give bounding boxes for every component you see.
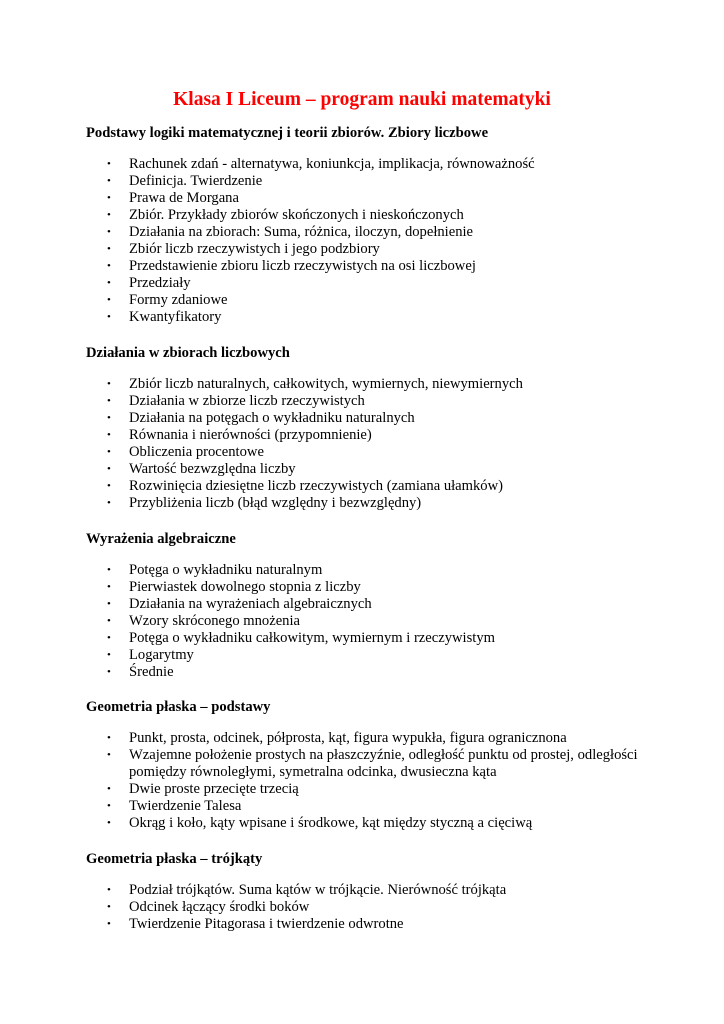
bullet-icon: • bbox=[107, 884, 111, 896]
bullet-icon: • bbox=[107, 632, 111, 644]
section-heading: Geometria płaska – podstawy bbox=[86, 699, 271, 715]
bullet-icon: • bbox=[107, 429, 111, 441]
list-item-text: Dwie proste przecięte trzecią bbox=[129, 781, 299, 797]
bullet-icon: • bbox=[107, 564, 111, 576]
list-item-text: Działania na potęgach o wykładniku naturalnych bbox=[129, 410, 415, 426]
list-item-text: Zbiór. Przykłady zbiorów skończonych i nieskończonych bbox=[129, 207, 464, 223]
list-item-text: Rachunek zdań - alternatywa, koniunkcja, implikacja, równoważność bbox=[129, 156, 535, 172]
list-item bbox=[86, 916, 646, 933]
list-item bbox=[86, 410, 646, 427]
section-plane-geometry-basics bbox=[86, 698, 646, 832]
list-item bbox=[86, 747, 646, 781]
list-item bbox=[86, 495, 646, 512]
list-item bbox=[86, 562, 646, 579]
list-item-text: Wzajemne położenie prostych na płaszczyźnie, odległość punktu od prostej, odległości pomiędzy równoległymi, symetralna odcinka, dwusieczna kąta bbox=[129, 747, 638, 780]
list-item bbox=[86, 393, 646, 410]
bullet-icon: • bbox=[107, 783, 111, 795]
section-item-list bbox=[86, 562, 646, 681]
bullet-icon: • bbox=[107, 732, 111, 744]
list-item-text: Przybliżenia liczb (błąd względny i bezwzględny) bbox=[129, 495, 422, 511]
list-item bbox=[86, 224, 646, 241]
bullet-icon: • bbox=[107, 192, 111, 204]
bullet-icon: • bbox=[107, 480, 111, 492]
bullet-icon: • bbox=[107, 800, 111, 812]
bullet-icon: • bbox=[107, 581, 111, 593]
section-heading: Geometria płaska – trójkąty bbox=[86, 851, 263, 867]
list-item bbox=[86, 156, 646, 173]
section-heading: Wyrażenia algebraiczne bbox=[86, 531, 236, 547]
list-item bbox=[86, 173, 646, 190]
list-item bbox=[86, 730, 646, 747]
bullet-icon: • bbox=[107, 209, 111, 221]
section-item-list bbox=[86, 376, 646, 512]
bullet-icon: • bbox=[107, 243, 111, 255]
list-item bbox=[86, 579, 646, 596]
list-item bbox=[86, 798, 646, 815]
list-item bbox=[86, 190, 646, 207]
list-item-text: Przedziały bbox=[129, 275, 191, 291]
bullet-icon: • bbox=[107, 901, 111, 913]
list-item-text: Okrąg i koło, kąty wpisane i środkowe, kąt między styczną a cięciwą bbox=[129, 815, 533, 831]
list-item-text: Twierdzenie Pitagorasa i twierdzenie odwrotne bbox=[129, 916, 404, 932]
list-item bbox=[86, 781, 646, 798]
list-item bbox=[86, 309, 646, 326]
section-heading: Działania w zbiorach liczbowych bbox=[86, 345, 290, 361]
list-item bbox=[86, 461, 646, 478]
list-item-text: Twierdzenie Talesa bbox=[129, 798, 242, 814]
list-item bbox=[86, 882, 646, 899]
list-item-text: Definicja. Twierdzenie bbox=[129, 173, 263, 189]
list-item bbox=[86, 613, 646, 630]
section-algebraic-expressions bbox=[86, 530, 646, 681]
list-item-text: Zbiór liczb rzeczywistych i jego podzbiory bbox=[129, 241, 380, 257]
bullet-icon: • bbox=[107, 918, 111, 930]
section-heading: Podstawy logiki matematycznej i teorii zbiorów. Zbiory liczbowe bbox=[86, 125, 489, 141]
bullet-icon: • bbox=[107, 446, 111, 458]
list-item bbox=[86, 258, 646, 275]
bullet-icon: • bbox=[107, 598, 111, 610]
list-item-text: Podział trójkątów. Suma kątów w trójkącie. Nierówność trójkąta bbox=[129, 882, 507, 898]
list-item bbox=[86, 241, 646, 258]
list-item-text: Odcinek łączący środki boków bbox=[129, 899, 310, 915]
list-item-text: Wartość bezwzględna liczby bbox=[129, 461, 296, 477]
bullet-icon: • bbox=[107, 395, 111, 407]
list-item-text: Przedstawienie zbioru liczb rzeczywistych na osi liczbowej bbox=[129, 258, 476, 274]
bullet-icon: • bbox=[107, 260, 111, 272]
list-item-text: Potęga o wykładniku naturalnym bbox=[129, 562, 323, 578]
section-plane-geometry-triangles bbox=[86, 850, 646, 933]
list-item bbox=[86, 207, 646, 224]
list-item-text: Rozwinięcia dziesiętne liczb rzeczywistych (zamiana ułamków) bbox=[129, 478, 504, 494]
list-item bbox=[86, 899, 646, 916]
list-item bbox=[86, 376, 646, 393]
list-item-text: Działania w zbiorze liczb rzeczywistych bbox=[129, 393, 365, 409]
bullet-icon: • bbox=[107, 311, 111, 323]
list-item bbox=[86, 478, 646, 495]
bullet-icon: • bbox=[107, 277, 111, 289]
list-item-text: Działania na wyrażeniach algebraicznych bbox=[129, 596, 372, 612]
list-item-text: Logarytmy bbox=[129, 647, 194, 663]
section-item-list bbox=[86, 882, 646, 933]
section-logic-sets bbox=[86, 124, 646, 326]
list-item-text: Formy zdaniowe bbox=[129, 292, 228, 308]
list-item-text: Zbiór liczb naturalnych, całkowitych, wymiernych, niewymiernych bbox=[129, 376, 523, 392]
list-item bbox=[86, 647, 646, 664]
list-item bbox=[86, 444, 646, 461]
list-item-text: Prawa de Morgana bbox=[129, 190, 239, 206]
list-item-text: Obliczenia procentowe bbox=[129, 444, 264, 460]
list-item bbox=[86, 292, 646, 309]
bullet-icon: • bbox=[107, 749, 111, 761]
bullet-icon: • bbox=[107, 294, 111, 306]
list-item bbox=[86, 664, 646, 681]
document-title: Klasa I Liceum – program nauki matematyki bbox=[173, 89, 551, 110]
list-item-text: Potęga o wykładniku całkowitym, wymiernym i rzeczywistym bbox=[129, 630, 495, 646]
list-item bbox=[86, 630, 646, 647]
bullet-icon: • bbox=[107, 158, 111, 170]
list-item-text: Równania i nierówności (przypomnienie) bbox=[129, 427, 372, 443]
list-item-text: Pierwiastek dowolnego stopnia z liczby bbox=[129, 579, 361, 595]
bullet-icon: • bbox=[107, 412, 111, 424]
bullet-icon: • bbox=[107, 463, 111, 475]
list-item bbox=[86, 275, 646, 292]
list-item-text: Punkt, prosta, odcinek, półprosta, kąt, figura wypukła, figura ogranicznona bbox=[129, 730, 567, 746]
bullet-icon: • bbox=[107, 615, 111, 627]
list-item bbox=[86, 427, 646, 444]
bullet-icon: • bbox=[107, 175, 111, 187]
bullet-icon: • bbox=[107, 226, 111, 238]
list-item-text: Działania na zbiorach: Suma, różnica, iloczyn, dopełnienie bbox=[129, 224, 474, 240]
bullet-icon: • bbox=[107, 649, 111, 661]
bullet-icon: • bbox=[107, 817, 111, 829]
list-item bbox=[86, 596, 646, 613]
bullet-icon: • bbox=[107, 666, 111, 678]
list-item bbox=[86, 815, 646, 832]
bullet-icon: • bbox=[107, 378, 111, 390]
bullet-icon: • bbox=[107, 497, 111, 509]
list-item-text: Średnie bbox=[129, 664, 174, 680]
list-item-text: Wzory skróconego mnożenia bbox=[129, 613, 301, 629]
section-number-operations bbox=[86, 344, 646, 512]
list-item-text: Kwantyfikatory bbox=[129, 309, 222, 325]
section-item-list bbox=[86, 156, 646, 326]
section-item-list bbox=[86, 730, 646, 832]
